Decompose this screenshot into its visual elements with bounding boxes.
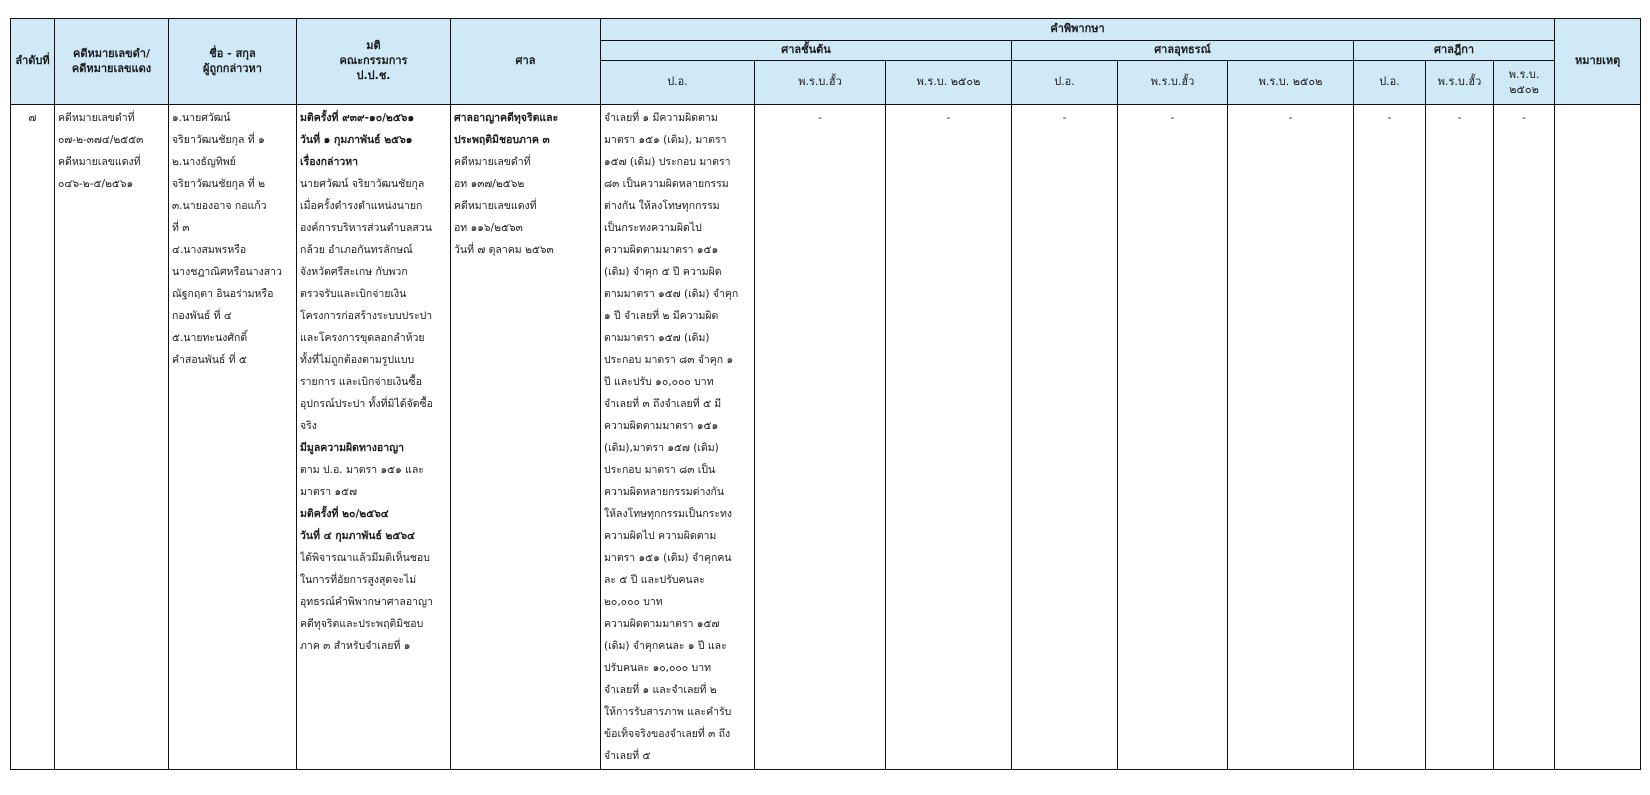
cell-line: รายการ และเบิกจ่ายเงินซื้อ	[300, 376, 422, 388]
row-appeal-criminal: -	[1012, 105, 1118, 770]
cell-line: มติครั้งที่ ๙๓๙-๑๐/๒๕๖๑	[300, 112, 415, 124]
cell-line: จริง	[300, 420, 317, 432]
cell-line: และโครงการขุดลอกลำห้วย	[300, 332, 425, 344]
cell-line: อท ๑๓๗/๒๕๖๒	[454, 178, 525, 190]
cell-line: ความผิดไป ความผิดตาม	[604, 530, 717, 542]
cell-line: ๔.นางสมพรหรือ	[172, 244, 247, 256]
cell-line: มาตรา ๑๕๑ (เดิม), มาตรา	[604, 134, 727, 146]
header-supreme-act: พ.ร.บ.ฮั้ว	[1426, 61, 1494, 105]
cell-line: อุทธรณ์คำพิพากษาศาลอาญา	[300, 596, 433, 608]
cell-line: คดีหมายเลขแดงที่	[454, 200, 537, 212]
header-supreme-act2502	[1494, 61, 1555, 105]
cell-line: ตาม ป.อ. มาตรา ๑๕๑ และ	[300, 464, 424, 476]
header-first-criminal: ป.อ.	[601, 61, 755, 105]
row-supreme-act2502: -	[1494, 105, 1555, 770]
header-resolution-line-2: คณะกรรมการ	[339, 54, 408, 68]
cell-line: เป็นกระทงความผิดไป	[604, 222, 702, 234]
cell-line: จริยาวัฒนชัยกุล ที่ ๑	[172, 134, 265, 146]
cell-line: ๕.นายทะนงศักดิ์	[172, 332, 248, 344]
cell-line: จำเลยที่ ๑ และจำเลยที่ ๒	[604, 684, 717, 696]
header-no: ลำดับที่	[11, 19, 55, 105]
row-court	[451, 105, 601, 770]
row-supreme-act: -	[1426, 105, 1494, 770]
cell-line: มีมูลความผิดทางอาญา	[300, 442, 404, 454]
cell-line: ความผิดตามมาตรา ๑๕๗	[604, 618, 720, 630]
cell-line: คำสอนพันธ์ ที่ ๕	[172, 354, 247, 366]
cell-line: ความผิดตามมาตรา ๑๕๑	[604, 244, 719, 256]
cell-line: นายศวัฒน์ จริยาวัฒนชัยกุล	[300, 178, 425, 190]
header-supreme-criminal: ป.อ.	[1354, 61, 1426, 105]
cell-line: ให้ลงโทษทุกกรรมเป็นกระทง	[604, 508, 733, 520]
cell-line: ณัฐกฤตา อินอร่ามหรือ	[172, 288, 274, 300]
cell-line: ความผิดหลายกรรมต่างกัน	[604, 486, 725, 498]
header-name-line-2: ผู้ถูกกล่าวหา	[203, 61, 262, 75]
cell-line: ปรับคนละ ๑๐,๐๐๐ บาท	[604, 662, 712, 674]
cell-line: คดีหมายเลขดำที่	[454, 156, 531, 168]
header-supreme-act2502-line-1: พ.ร.บ.	[1508, 67, 1540, 81]
row-appeal-act: -	[1118, 105, 1228, 770]
header-name	[169, 19, 297, 105]
cell-line: จริยาวัฒนชัยกุล ที่ ๒	[172, 178, 265, 190]
cell-line: (เดิม) จำคุก ๕ ปี ความผิด	[604, 266, 722, 278]
row-case-number	[55, 105, 169, 770]
header-first-act2502: พ.ร.บ. ๒๕๐๒	[886, 61, 1012, 105]
cell-line: ปี และปรับ ๑๐,๐๐๐ บาท	[604, 376, 714, 388]
cell-line: ๐๗-๒-๓๗๔/๒๕๕๓	[58, 134, 144, 146]
cell-line: ในการที่อัยการสูงสุดจะไม่	[300, 574, 417, 586]
cell-line: วันที่ ๑ กุมภาพันธ์ ๒๕๖๑	[300, 134, 413, 146]
header-case-line-1: คดีหมายเลขดำ/	[73, 46, 150, 60]
cell-line: วันที่ ๔ กุมภาพันธ์ ๒๕๖๔	[300, 530, 415, 542]
cell-line: คดีหมายเลขแดงที่	[58, 156, 141, 168]
row-no: ๗	[11, 105, 55, 770]
cell-line: ศาลอาญาคดีทุจริตและ	[454, 112, 559, 124]
cell-line: ที่ ๓	[172, 222, 190, 234]
cell-line: มาตรา ๑๕๑ (เดิม) จำคุกคน	[604, 552, 732, 564]
cell-line: ๒๐,๐๐๐ บาท	[604, 596, 663, 608]
cell-line: ประกอบ มาตรา ๘๓ จำคุก ๑	[604, 354, 734, 366]
cell-line: ๓.นายองอาจ กอแก้ว	[172, 200, 267, 212]
cell-line: จำเลยที่ ๕	[604, 750, 651, 762]
header-name-line-1: ชื่อ - สกุล	[209, 46, 256, 60]
cell-line: ต่างกัน ให้ลงโทษทุกกรรม	[604, 200, 720, 212]
header-case-number	[55, 19, 169, 105]
cell-line: เมื่อครั้งดำรงตำแหน่งนายก	[300, 200, 423, 212]
cell-line: ตรวจรับและเบิกจ่ายเงิน	[300, 288, 407, 300]
cell-line: ได้พิจารณาแล้วมีมติเห็นชอบ	[300, 552, 430, 564]
header-appeal-criminal: ป.อ.	[1012, 61, 1118, 105]
row-accused-names	[169, 105, 297, 770]
header-first-act: พ.ร.บ.ฮั้ว	[755, 61, 886, 105]
cell-line: กล้วย อำเภอกันทรลักษณ์	[300, 244, 413, 256]
header-appeal-act2502: พ.ร.บ. ๒๕๐๒	[1228, 61, 1354, 105]
row-first-criminal-judgment	[601, 105, 755, 770]
header-court: ศาล	[451, 19, 601, 105]
header-remark: หมายเหตุ	[1555, 19, 1641, 105]
cell-line: นางชฎาณิศหรือนางสาว	[172, 266, 282, 278]
cell-line: มาตรา ๑๕๗	[300, 486, 358, 498]
cell-line: จำเลยที่ ๑ มีความผิดตาม	[604, 112, 718, 124]
cell-line: มติครั้งที่ ๒๐/๒๕๖๔	[300, 508, 389, 520]
cell-line: ๐๔๖-๒-๕/๒๕๖๑	[58, 178, 134, 190]
cell-line: ภาค ๓ สำหรับจำเลยที่ ๑	[300, 640, 411, 652]
cell-line: กองพันธ์ ที่ ๔	[172, 310, 232, 322]
cell-line: ความผิดตามมาตรา ๑๕๑	[604, 420, 719, 432]
cell-line: ตามมาตรา ๑๕๗ (เดิม) จำคุก	[604, 288, 739, 300]
row-first-act2502: -	[886, 105, 1012, 770]
cell-line: ๒.นางธัญทิพย์	[172, 156, 236, 168]
cell-line: ประกอบ มาตรา ๘๓ เป็น	[604, 464, 716, 476]
cell-line: จังหวัดศรีสะเกษ กับพวก	[300, 266, 408, 278]
header-judgment: คำพิพากษา	[601, 19, 1555, 41]
cell-line: วันที่ ๗ ตุลาคม ๒๕๖๓	[454, 244, 554, 256]
cell-line: ข้อเท็จจริงของจำเลยที่ ๓ ถึง	[604, 728, 731, 740]
header-court-appeal: ศาลอุทธรณ์	[1012, 41, 1354, 61]
header-appeal-act: พ.ร.บ.ฮั้ว	[1118, 61, 1228, 105]
row-resolution	[297, 105, 451, 770]
cell-line: จำเลยที่ ๓ ถึงจำเลยที่ ๕ มี	[604, 398, 722, 410]
cell-line: ให้การรับสารภาพ และคำรับ	[604, 706, 732, 718]
cell-line: ๘๓ เป็นความผิดหลายกรรม	[604, 178, 729, 190]
header-court-supreme: ศาลฎีกา	[1354, 41, 1555, 61]
cell-line: ละ ๕ ปี และปรับคนละ	[604, 574, 705, 586]
header-court-first: ศาลชั้นต้น	[601, 41, 1012, 61]
row-supreme-criminal: -	[1354, 105, 1426, 770]
table-header	[11, 19, 1641, 105]
cell-line: ประพฤติมิชอบภาค ๓	[454, 134, 550, 146]
cell-line: ทั้งที่ไม่ถูกต้องตามรูปแบบ	[300, 354, 415, 366]
cell-line: ๑๕๗ (เดิม) ประกอบ มาตรา	[604, 156, 731, 168]
cell-line: ๑.นายศวัฒน์	[172, 112, 231, 124]
header-case-line-2: คดีหมายเลขแดง	[71, 61, 152, 75]
cell-line: คดีทุจริตและประพฤติมิชอบ	[300, 618, 424, 630]
cell-line: คดีหมายเลขดำที่	[58, 112, 135, 124]
header-resolution-line-1: มติ	[366, 39, 381, 53]
cell-line: (เดิม) จำคุกคนละ ๑ ปี และ	[604, 640, 727, 652]
header-supreme-act2502-line-2: ๒๕๐๒	[1509, 82, 1539, 96]
row-first-act: -	[755, 105, 886, 770]
cell-line: อท ๑๑๖/๒๕๖๓	[454, 222, 523, 234]
cell-line: โครงการก่อสร้างระบบประปา	[300, 310, 433, 322]
cell-line: ๑ ปี จำเลยที่ ๒ มีความผิด	[604, 310, 719, 322]
header-resolution	[297, 19, 451, 105]
table-row	[11, 105, 1641, 770]
header-resolution-line-3: ป.ป.ช.	[356, 68, 391, 82]
case-table	[10, 18, 1641, 770]
row-appeal-act2502: -	[1228, 105, 1354, 770]
cell-line: อุปกรณ์ประปา ทั้งที่มิได้จัดซื้อ	[300, 398, 433, 410]
row-remark	[1555, 105, 1641, 770]
cell-line: ตามมาตรา ๑๕๗ (เดิม)	[604, 332, 710, 344]
cell-line: องค์การบริหารส่วนตำบลสวน	[300, 222, 432, 234]
cell-line: (เดิม),มาตรา ๑๕๗ (เดิม)	[604, 442, 719, 454]
cell-line: เรื่องกล่าวหา	[300, 156, 359, 168]
